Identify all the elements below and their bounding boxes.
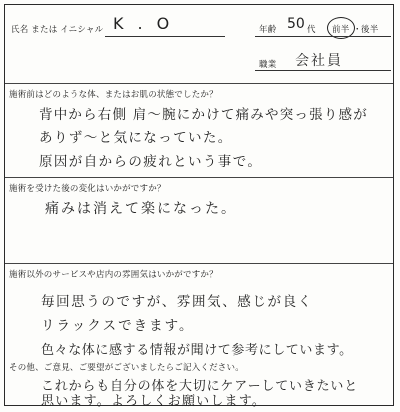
section-divider: [5, 177, 393, 178]
q4-answer-line: これからも自分の体を大切にケアーしていきたいと: [41, 379, 359, 394]
name-value: K.O: [113, 14, 184, 33]
period-separator: ・: [353, 25, 362, 35]
name-label: 氏名 または イニシャル: [11, 25, 104, 35]
section-divider: [5, 83, 393, 84]
questionnaire-sheet: [4, 4, 394, 409]
q1-answer-line: ありず～と気になっていた。: [39, 130, 233, 146]
q4-question: その他、ご意見、ご要望がございましたらご記入ください。: [9, 363, 244, 373]
q2-answer-line: 痛みは消えて楽になった。: [45, 201, 237, 217]
job-underline: [255, 70, 391, 71]
q3-answer-line: 毎回思うのですが、雰囲気、感じが良く: [41, 294, 313, 310]
name-underline: [105, 36, 225, 37]
q3-question: 施術以外のサービスや店内の雰囲気はいかがですか？: [9, 270, 218, 280]
q1-answer-line: 背中から右側 肩～腕にかけて痛みや突っ張り感が: [39, 107, 368, 123]
age-label: 年齢: [259, 25, 277, 35]
section-divider: [5, 263, 393, 264]
q1-question: 施術前はどのような体、またはお肌の状態でしたか？: [9, 90, 218, 100]
period-first-half: 前半: [332, 25, 350, 35]
q3-answer-line: リラックスできます。: [41, 318, 195, 334]
q1-answer-line: 原因が自からの疲れという事で。: [39, 154, 263, 170]
job-value: 会社員: [295, 53, 343, 69]
age-value: 50: [287, 16, 305, 32]
q3-answer-line: 色々な体に感する情報が聞けて参考にしています。: [41, 343, 353, 358]
job-label: 職業: [259, 60, 277, 70]
age-underline: [255, 36, 391, 37]
q2-question: 施術を受けた後の変化はいかがですか？: [9, 184, 166, 194]
period-second-half: 後半: [361, 25, 379, 35]
age-unit: 代: [307, 25, 316, 35]
q4-answer-line: 思います。よろしくお願いします。: [41, 394, 267, 409]
